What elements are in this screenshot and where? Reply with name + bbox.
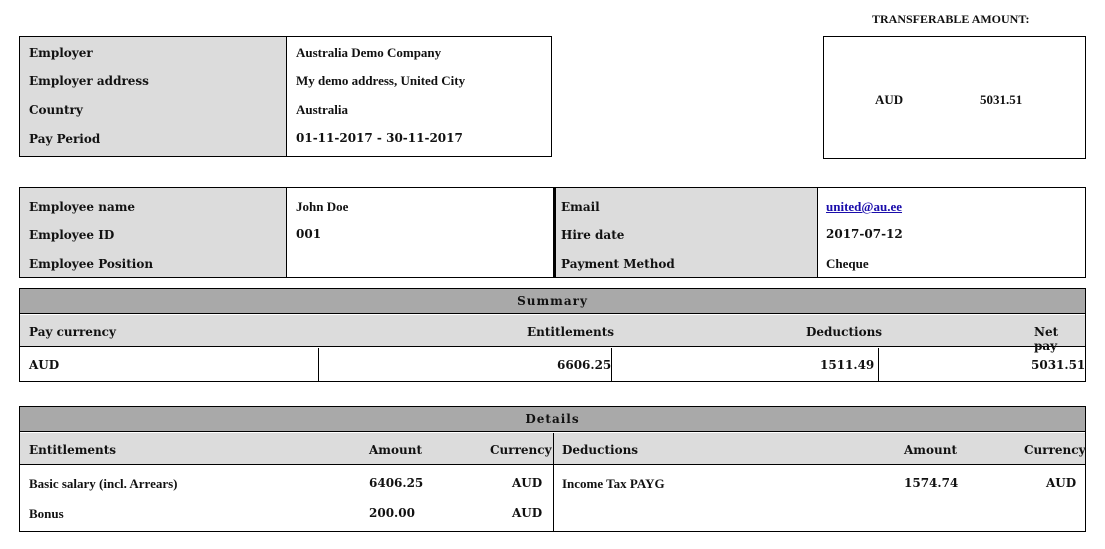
summary-net-pay-value: 5031.51 (1031, 358, 1086, 372)
employee-id-value: 001 (296, 227, 322, 241)
transferable-amount-label: TRANSFERABLE AMOUNT: (872, 12, 1030, 26)
summary-entitlements-value: 6606.25 (557, 358, 612, 372)
employee-id-label: Employee ID (29, 228, 115, 242)
email-link[interactable]: united@au.ee (826, 199, 903, 214)
hire-date-value: 2017-07-12 (826, 227, 903, 241)
deduction-name: Income Tax PAYG (562, 476, 665, 491)
summary-header-deductions: Deductions (806, 325, 883, 339)
details-title: Details (20, 407, 1085, 432)
details-header-deduction-amount: Amount (904, 443, 958, 457)
deduction-currency: AUD (1046, 476, 1077, 490)
employer-address-label: Employer address (29, 74, 149, 88)
transferable-amount: 5031.51 (980, 92, 1023, 107)
email-label: Email (561, 200, 600, 214)
employer-info-block (19, 36, 552, 157)
transferable-currency: AUD (875, 92, 904, 107)
summary-table (19, 288, 1086, 382)
summary-header-entitlements: Entitlements (527, 325, 615, 339)
country-label: Country (29, 103, 83, 117)
pay-period-label: Pay Period (29, 132, 101, 146)
entitlement-currency: AUD (512, 476, 543, 490)
hire-date-label: Hire date (561, 228, 625, 242)
summary-deductions-value: 1511.49 (820, 358, 875, 372)
details-header-entitlements: Entitlements (29, 443, 117, 457)
employee-info-block (19, 187, 1086, 278)
deduction-amount: 1574.74 (904, 476, 959, 490)
employee-name-value: John Doe (296, 199, 349, 214)
summary-currency-value: AUD (29, 358, 60, 372)
entitlement-name: Basic salary (incl. Arrears) (29, 476, 178, 491)
entitlement-currency: AUD (512, 506, 543, 520)
employer-value: Australia Demo Company (296, 45, 442, 60)
employee-position-label: Employee Position (29, 257, 154, 271)
payment-method-label: Payment Method (561, 257, 675, 271)
details-header-deduction-currency: Currency (1024, 443, 1086, 457)
transferable-amount-box (823, 36, 1086, 159)
payment-method-value: Cheque (826, 256, 869, 271)
entitlement-amount: 200.00 (369, 506, 415, 520)
entitlement-amount: 6406.25 (369, 476, 424, 490)
employer-label: Employer (29, 46, 93, 60)
details-table (19, 406, 1086, 532)
employer-address-value: My demo address, United City (296, 73, 466, 88)
employee-name-label: Employee name (29, 200, 136, 214)
pay-period-value: 01-11-2017 - 30-11-2017 (296, 131, 463, 145)
summary-header-currency: Pay currency (29, 325, 116, 339)
details-header-amount: Amount (369, 443, 423, 457)
details-header-deductions: Deductions (562, 443, 639, 457)
summary-header-net-pay: Net pay (1034, 325, 1059, 353)
summary-title: Summary (20, 289, 1085, 314)
entitlement-name: Bonus (29, 506, 64, 521)
details-header-currency: Currency (490, 443, 552, 457)
country-value: Australia (296, 102, 348, 117)
